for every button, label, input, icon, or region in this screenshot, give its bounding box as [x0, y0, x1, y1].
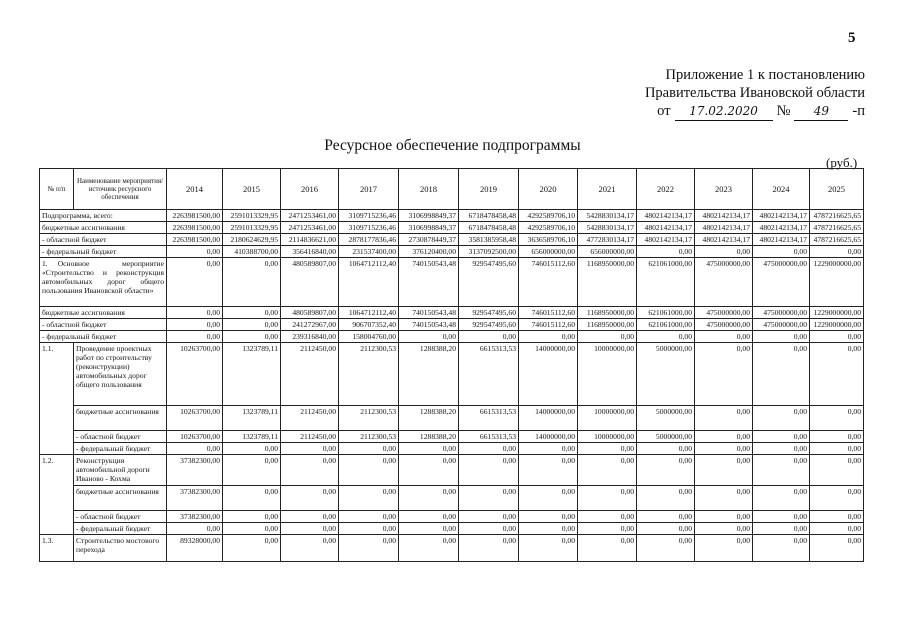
value-cell: 14000000,00	[519, 343, 578, 406]
value-cell: 37382300,00	[167, 486, 223, 511]
value-cell: 0,00	[578, 455, 637, 486]
value-cell: 656000000,00	[578, 246, 637, 258]
value-cell: 1064712112,40	[339, 258, 399, 307]
value-cell: 2114836621,00	[281, 234, 339, 246]
value-cell: 89328000,00	[167, 535, 223, 562]
value-cell: 0,00	[167, 258, 223, 307]
value-cell: 0,00	[223, 455, 281, 486]
appendix-line-3	[600, 102, 865, 121]
value-cell: 0,00	[459, 455, 519, 486]
value-cell: 4802142134,17	[637, 210, 695, 222]
value-cell: 4772830134,17	[578, 234, 637, 246]
value-cell: 2878177836,46	[339, 234, 399, 246]
value-cell: 0,00	[399, 511, 459, 523]
header-number: № п/п	[40, 169, 74, 210]
value-cell: 0,00	[637, 455, 695, 486]
value-cell: 14000000,00	[519, 406, 578, 431]
value-cell: 0,00	[339, 455, 399, 486]
value-cell: 2591013329,95	[223, 210, 281, 222]
activity-sub-row	[40, 406, 864, 431]
value-cell: 4292589706,10	[519, 210, 578, 222]
value-cell: 0,00	[399, 486, 459, 511]
number-suffix: -п	[852, 103, 865, 119]
value-cell: 6718478458,48	[459, 222, 519, 234]
main-activity-row	[40, 258, 864, 307]
value-cell: 621061000,00	[637, 258, 695, 307]
value-cell: 0,00	[281, 443, 339, 455]
value-cell: 0,00	[695, 486, 753, 511]
row-label	[40, 258, 167, 307]
value-cell: 1288388,20	[399, 431, 459, 443]
value-cell: 475000000,00	[753, 258, 810, 307]
value-cell: 2263981500,00	[167, 222, 223, 234]
value-cell: 0,00	[810, 406, 864, 431]
row-label: - федеральный бюджет	[40, 246, 167, 258]
value-cell: 0,00	[339, 486, 399, 511]
value-cell: 0,00	[695, 443, 753, 455]
value-cell: 0,00	[578, 535, 637, 562]
value-cell: 1064712112,40	[339, 307, 399, 319]
value-cell: 0,00	[578, 511, 637, 523]
header-year: 2019	[459, 169, 519, 210]
value-cell: 929547495,60	[459, 319, 519, 331]
value-cell: 2112300,53	[339, 406, 399, 431]
value-cell: 0,00	[810, 246, 864, 258]
value-cell: 4787216625,65	[810, 210, 864, 222]
value-cell: 2730878449,37	[399, 234, 459, 246]
value-cell: 0,00	[519, 523, 578, 535]
value-cell: 0,00	[399, 331, 459, 343]
value-cell: 475000000,00	[753, 319, 810, 331]
header-year: 2022	[637, 169, 695, 210]
handwritten-date: 17.02.2020	[675, 102, 773, 121]
appendix-line-2: Правительства Ивановской области	[644, 85, 865, 101]
value-cell: 4802142134,17	[695, 234, 753, 246]
value-cell: 0,00	[519, 511, 578, 523]
value-cell: 0,00	[399, 523, 459, 535]
value-cell: 0,00	[281, 523, 339, 535]
value-cell: 0,00	[695, 246, 753, 258]
value-cell: 1288388,20	[399, 343, 459, 406]
row-label: бюджетные ассигнования	[40, 307, 167, 319]
value-cell: 475000000,00	[695, 307, 753, 319]
summary-row	[40, 210, 864, 222]
activity-sub-row	[40, 486, 864, 511]
value-cell: 929547495,60	[459, 258, 519, 307]
value-cell: 0,00	[578, 331, 637, 343]
value-cell: 1168950000,00	[578, 319, 637, 331]
value-cell: 0,00	[223, 331, 281, 343]
value-cell: 0,00	[578, 523, 637, 535]
value-cell: 1323789,11	[223, 406, 281, 431]
value-cell: 0,00	[167, 331, 223, 343]
summary-row	[40, 222, 864, 234]
main-sub-row	[40, 307, 864, 319]
row-code: 1.1.	[40, 343, 74, 455]
value-cell: 3109715236,46	[339, 222, 399, 234]
activity-row	[40, 455, 864, 486]
value-cell: 475000000,00	[695, 258, 753, 307]
value-cell: 0,00	[637, 331, 695, 343]
appendix-block	[600, 66, 865, 121]
value-cell: 0,00	[223, 511, 281, 523]
row-label: - федеральный бюджет	[74, 443, 167, 455]
header-year: 2020	[519, 169, 578, 210]
value-cell: 0,00	[810, 331, 864, 343]
main-sub-row	[40, 331, 864, 343]
resource-table	[39, 168, 864, 562]
value-cell: 6615313,53	[459, 431, 519, 443]
main-sub-row	[40, 319, 864, 331]
value-cell: 0,00	[223, 443, 281, 455]
value-cell: 0,00	[810, 486, 864, 511]
value-cell: 4802142134,17	[753, 234, 810, 246]
activity-label: Строительство мостового перехода	[74, 535, 167, 562]
value-cell: 0,00	[519, 331, 578, 343]
value-cell: 0,00	[519, 455, 578, 486]
value-cell: 0,00	[339, 511, 399, 523]
value-cell: 4802142134,17	[695, 210, 753, 222]
row-label: Подпрограмма, всего:	[40, 210, 167, 222]
value-cell: 4802142134,17	[637, 234, 695, 246]
value-cell: 0,00	[519, 443, 578, 455]
value-cell: 480589807,00	[281, 307, 339, 319]
value-cell: 0,00	[167, 523, 223, 535]
value-cell: 0,00	[223, 307, 281, 319]
value-cell: 3109715236,46	[339, 210, 399, 222]
value-cell: 746015112,60	[519, 319, 578, 331]
value-cell: 621061000,00	[637, 307, 695, 319]
value-cell: 0,00	[223, 523, 281, 535]
value-cell: 0,00	[167, 319, 223, 331]
header-year: 2021	[578, 169, 637, 210]
value-cell: 0,00	[695, 331, 753, 343]
value-cell: 2112450,00	[281, 406, 339, 431]
main-activity-label: Основное мероприятие «Строительство и реконструкция автомобильных дорог общего пользования Ивановской области»	[42, 259, 164, 295]
value-cell: 0,00	[753, 511, 810, 523]
value-cell: 2112450,00	[281, 431, 339, 443]
value-cell: 10263700,00	[167, 343, 223, 406]
row-code: 1.	[42, 259, 48, 268]
value-cell: 0,00	[753, 246, 810, 258]
handwritten-number: 49	[794, 102, 848, 121]
row-label: бюджетные ассигнования	[74, 406, 167, 431]
value-cell: 1229000000,00	[810, 258, 864, 307]
value-cell: 3636589706,10	[519, 234, 578, 246]
value-cell: 0,00	[695, 535, 753, 562]
value-cell: 6718478458,48	[459, 210, 519, 222]
activity-sub-row	[40, 523, 864, 535]
activity-sub-row	[40, 443, 864, 455]
value-cell: 2591013329,95	[223, 222, 281, 234]
value-cell: 0,00	[223, 535, 281, 562]
value-cell: 0,00	[753, 443, 810, 455]
value-cell: 0,00	[339, 535, 399, 562]
value-cell: 1168950000,00	[578, 307, 637, 319]
summary-row	[40, 246, 864, 258]
header-year: 2018	[399, 169, 459, 210]
value-cell: 0,00	[578, 443, 637, 455]
value-cell: 0,00	[753, 331, 810, 343]
activity-sub-row	[40, 511, 864, 523]
value-cell: 0,00	[695, 455, 753, 486]
header-year: 2017	[339, 169, 399, 210]
number-label: №	[776, 103, 791, 119]
value-cell: 356416840,00	[281, 246, 339, 258]
value-cell: 0,00	[339, 523, 399, 535]
value-cell: 2263981500,00	[167, 234, 223, 246]
header-year: 2014	[167, 169, 223, 210]
value-cell: 1323789,11	[223, 343, 281, 406]
value-cell: 0,00	[695, 431, 753, 443]
value-cell: 4802142134,17	[753, 222, 810, 234]
value-cell: 10000000,00	[578, 406, 637, 431]
value-cell: 929547495,60	[459, 307, 519, 319]
value-cell: 0,00	[459, 511, 519, 523]
value-cell: 0,00	[753, 406, 810, 431]
value-cell: 1323789,11	[223, 431, 281, 443]
row-label: - областной бюджет	[40, 319, 167, 331]
row-label: бюджетные ассигнования	[40, 222, 167, 234]
value-cell: 740150543,48	[399, 258, 459, 307]
value-cell: 5000000,00	[637, 406, 695, 431]
value-cell: 475000000,00	[695, 319, 753, 331]
value-cell: 2180624629,95	[223, 234, 281, 246]
value-cell: 376120400,00	[399, 246, 459, 258]
value-cell: 3106998849,37	[399, 222, 459, 234]
value-cell: 2263981500,00	[167, 210, 223, 222]
value-cell: 5428830134,17	[578, 222, 637, 234]
value-cell: 746015112,60	[519, 307, 578, 319]
row-label: - областной бюджет	[74, 511, 167, 523]
value-cell: 0,00	[695, 511, 753, 523]
value-cell: 37382300,00	[167, 511, 223, 523]
value-cell: 0,00	[637, 535, 695, 562]
value-cell: 158004760,00	[339, 331, 399, 343]
value-cell: 0,00	[399, 535, 459, 562]
value-cell: 1229000000,00	[810, 307, 864, 319]
value-cell: 10263700,00	[167, 431, 223, 443]
row-code: 1.3.	[40, 535, 74, 562]
value-cell: 0,00	[459, 486, 519, 511]
table-body	[40, 169, 864, 562]
value-cell: 475000000,00	[753, 307, 810, 319]
value-cell: 0,00	[281, 535, 339, 562]
value-cell: 4787216625,65	[810, 222, 864, 234]
value-cell: 0,00	[459, 535, 519, 562]
value-cell: 0,00	[459, 331, 519, 343]
value-cell: 1229000000,00	[810, 319, 864, 331]
value-cell: 0,00	[810, 455, 864, 486]
value-cell: 0,00	[637, 523, 695, 535]
value-cell: 4802142134,17	[695, 222, 753, 234]
value-cell: 3581385958,48	[459, 234, 519, 246]
value-cell: 0,00	[695, 406, 753, 431]
value-cell: 0,00	[339, 443, 399, 455]
header-name: Наименование мероприятия/источник ресурсного обеспечения	[74, 169, 167, 210]
header-year: 2025	[810, 169, 864, 210]
activity-label: Проведение проектных работ по строительству (реконструкции) автомобильных дорог общего пользования	[74, 343, 167, 406]
value-cell: 10263700,00	[167, 406, 223, 431]
value-cell: 0,00	[519, 486, 578, 511]
header-year: 2024	[753, 169, 810, 210]
value-cell: 3137092500,00	[459, 246, 519, 258]
value-cell: 480589807,00	[281, 258, 339, 307]
header-row	[40, 169, 864, 210]
value-cell: 2471253461,00	[281, 222, 339, 234]
value-cell: 5000000,00	[637, 343, 695, 406]
document-title: Ресурсное обеспечение подпрограммы	[324, 137, 581, 154]
row-label: - областной бюджет	[40, 234, 167, 246]
value-cell: 2471253461,00	[281, 210, 339, 222]
value-cell: 0,00	[223, 319, 281, 331]
value-cell: 241272967,00	[281, 319, 339, 331]
value-cell: 0,00	[519, 535, 578, 562]
value-cell: 0,00	[223, 258, 281, 307]
value-cell: 740150543,48	[399, 307, 459, 319]
value-cell: 0,00	[753, 455, 810, 486]
value-cell: 0,00	[167, 246, 223, 258]
value-cell: 10000000,00	[578, 431, 637, 443]
value-cell: 0,00	[399, 455, 459, 486]
value-cell: 10000000,00	[578, 343, 637, 406]
value-cell: 0,00	[167, 307, 223, 319]
value-cell: 5428830134,17	[578, 210, 637, 222]
value-cell: 0,00	[459, 443, 519, 455]
row-label: - областной бюджет	[74, 431, 167, 443]
value-cell: 0,00	[637, 486, 695, 511]
activity-row	[40, 535, 864, 562]
value-cell: 906707352,40	[339, 319, 399, 331]
value-cell: 0,00	[637, 246, 695, 258]
header-year: 2015	[223, 169, 281, 210]
value-cell: 4802142134,17	[753, 210, 810, 222]
value-cell: 0,00	[810, 523, 864, 535]
row-code: 1.2.	[40, 455, 74, 535]
value-cell: 0,00	[753, 343, 810, 406]
value-cell: 0,00	[637, 511, 695, 523]
value-cell: 0,00	[223, 486, 281, 511]
activity-row	[40, 343, 864, 406]
value-cell: 621061000,00	[637, 319, 695, 331]
value-cell: 2112300,53	[339, 431, 399, 443]
value-cell: 0,00	[810, 443, 864, 455]
value-cell: 4292589706,10	[519, 222, 578, 234]
value-cell: 2112300,53	[339, 343, 399, 406]
value-cell: 2112450,00	[281, 343, 339, 406]
value-cell: 0,00	[753, 431, 810, 443]
from-label: от	[657, 103, 671, 119]
value-cell: 656000000,00	[519, 246, 578, 258]
value-cell: 0,00	[810, 431, 864, 443]
value-cell: 0,00	[578, 486, 637, 511]
header-year: 2023	[695, 169, 753, 210]
row-label: - федеральный бюджет	[40, 331, 167, 343]
value-cell: 746015112,60	[519, 258, 578, 307]
value-cell: 740150543,48	[399, 319, 459, 331]
value-cell: 0,00	[810, 535, 864, 562]
header-year: 2016	[281, 169, 339, 210]
value-cell: 0,00	[167, 443, 223, 455]
value-cell: 6615313,53	[459, 406, 519, 431]
value-cell: 0,00	[695, 343, 753, 406]
value-cell: 0,00	[810, 343, 864, 406]
value-cell: 410388700,00	[223, 246, 281, 258]
activity-label: Реконструкция автомобильной дороги Иваново - Кохма	[74, 455, 167, 486]
value-cell: 0,00	[695, 523, 753, 535]
value-cell: 1288388,20	[399, 406, 459, 431]
unit-label: (руб.)	[826, 155, 858, 170]
page-number: 5	[848, 30, 856, 46]
value-cell: 0,00	[281, 511, 339, 523]
value-cell: 0,00	[281, 455, 339, 486]
value-cell: 231537400,00	[339, 246, 399, 258]
value-cell: 3106998849,37	[399, 210, 459, 222]
value-cell: 1168950000,00	[578, 258, 637, 307]
value-cell: 6615313,53	[459, 343, 519, 406]
value-cell: 0,00	[459, 523, 519, 535]
row-label: - федеральный бюджет	[74, 523, 167, 535]
summary-row	[40, 234, 864, 246]
value-cell: 0,00	[810, 511, 864, 523]
value-cell: 14000000,00	[519, 431, 578, 443]
activity-sub-row	[40, 431, 864, 443]
appendix-line-1: Приложение 1 к постановлению	[665, 67, 865, 83]
value-cell: 0,00	[281, 486, 339, 511]
value-cell: 37382300,00	[167, 455, 223, 486]
value-cell: 0,00	[753, 535, 810, 562]
value-cell: 0,00	[637, 443, 695, 455]
value-cell: 239316840,00	[281, 331, 339, 343]
value-cell: 0,00	[399, 443, 459, 455]
value-cell: 4787216625,65	[810, 234, 864, 246]
value-cell: 0,00	[753, 486, 810, 511]
value-cell: 4802142134,17	[637, 222, 695, 234]
value-cell: 5000000,00	[637, 431, 695, 443]
value-cell: 0,00	[753, 523, 810, 535]
row-label: бюджетные ассигнования	[74, 486, 167, 511]
